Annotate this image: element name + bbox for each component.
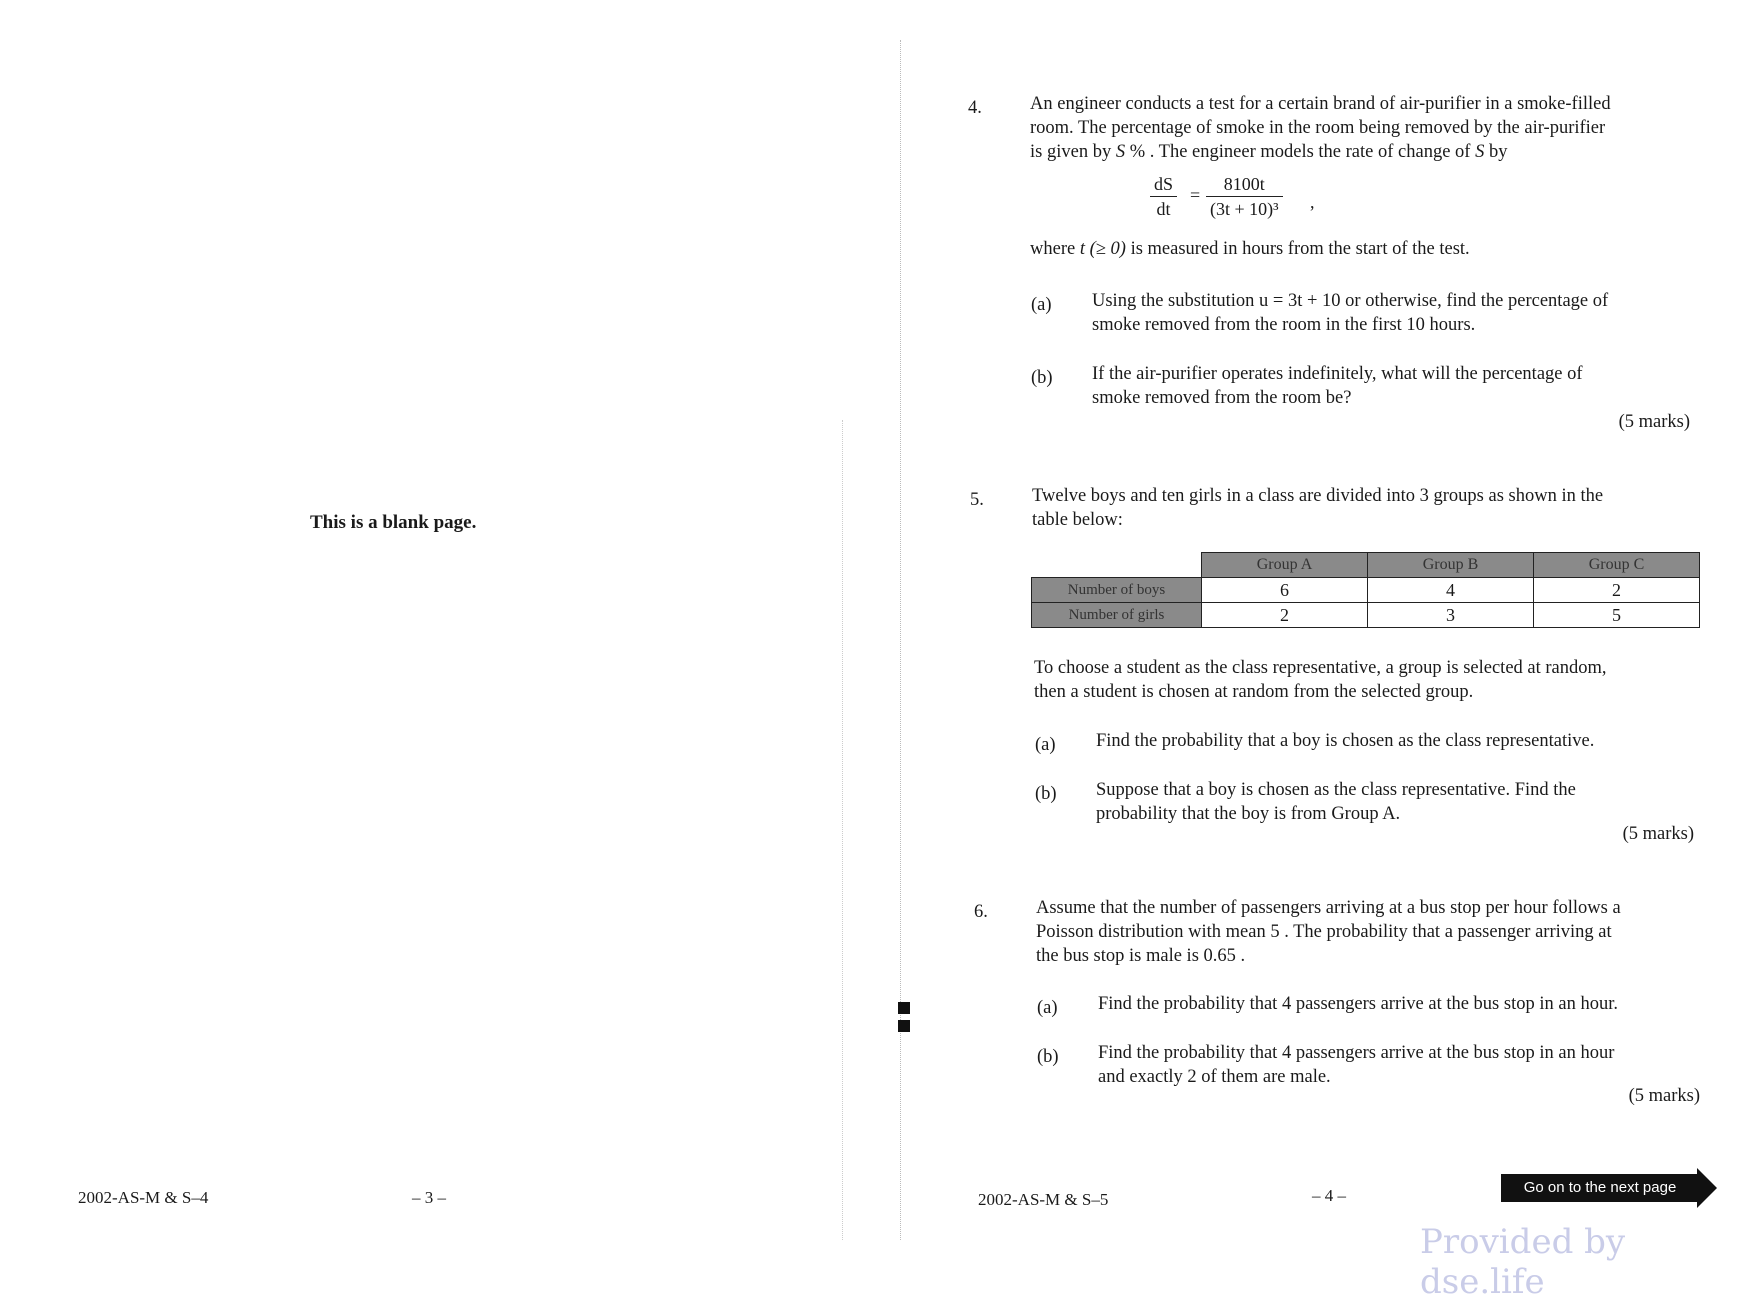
question-4-intro (1030, 92, 1620, 164)
q4-part-a-text: Using the substitution u = 3t + 10 or otherwise, find the percentage of smoke removed from the room in the first 10 hours. (1092, 291, 1609, 335)
table-cell: 2 (1202, 603, 1368, 628)
q4-where-line: where t (≥ 0) is measured in hours from the start of the test. (1030, 239, 1470, 259)
table-row (1032, 603, 1700, 628)
question-6-intro: Assume that the number of passengers arriving at a bus stop per hour follows a Poisson distribution with mean 5 . The probability that a passenger arriving at the bus stop is male is 0.65 . (1036, 898, 1621, 966)
right-footer-code: 2002-AS-M & S–5 (978, 1190, 1109, 1209)
q4-intro-line-1: An engineer conducts a test for a certain brand of air-purifier in a smoke-filled (1030, 94, 1611, 114)
question-5-intro: Twelve boys and ten girls in a class are divided into 3 groups as shown in the table below: (1032, 486, 1604, 530)
arrow-right-icon (1697, 1168, 1717, 1208)
table-row-header: Number of boys (1032, 578, 1202, 603)
q4-marks: (5 marks) (1618, 412, 1690, 432)
q4-intro-line-3: is given by S % . The engineer models the rate of change of S by (1030, 142, 1508, 162)
blank-page-note: This is a blank page. (310, 512, 477, 533)
next-page-label: Go on to the next page (1501, 1174, 1699, 1202)
table-cell: 5 (1534, 603, 1700, 628)
watermark: Provided by dse.life (1420, 1222, 1626, 1302)
question-6-number: 6. (974, 902, 988, 922)
table-cell: 3 (1368, 603, 1534, 628)
left-page-number: – 3 – (412, 1188, 446, 1207)
table-header-cell: Group B (1368, 553, 1534, 578)
q5-part-a-text: Find the probability that a boy is chosen as the class representative. (1096, 731, 1595, 751)
page-gutter-line (900, 40, 901, 1240)
q5-part-b-label: (b) (1035, 784, 1057, 804)
left-footer-code: 2002-AS-M & S–4 (78, 1188, 209, 1207)
q4-part-a-label: (a) (1031, 295, 1052, 315)
question-4-number: 4. (968, 98, 982, 118)
table-cell: 4 (1368, 578, 1534, 603)
q4-intro-line-2: room. The percentage of smoke in the room being removed by the air-purifier (1030, 118, 1606, 138)
q4-part-b-text: If the air-purifier operates indefinitely, what will the percentage of smoke removed from the room be? (1092, 364, 1583, 408)
binding-mark (898, 1002, 910, 1014)
q4-eq-lhs: $\frac{dS}{dt}$ (1150, 172, 1177, 221)
groups-table (1031, 552, 1700, 628)
q6-part-a-text: Find the probability that 4 passengers arrive at the bus stop in an hour. (1098, 994, 1618, 1014)
fold-line (842, 420, 843, 1240)
q4-eq-equals: = (1190, 185, 1201, 205)
binding-mark (898, 1020, 910, 1032)
table-row (1032, 578, 1700, 603)
table-header-row (1032, 553, 1700, 578)
table-cell: 6 (1202, 578, 1368, 603)
q6-part-b-label: (b) (1037, 1047, 1059, 1067)
table-cell: 2 (1534, 578, 1700, 603)
table-header-cell: Group C (1534, 553, 1700, 578)
q4-eq-comma: , (1310, 192, 1315, 212)
table-corner (1032, 553, 1202, 578)
right-page-number: – 4 – (1312, 1186, 1346, 1205)
table-row-header: Number of girls (1032, 603, 1202, 628)
q5-selection-text: To choose a student as the class representative, a group is selected at random, then a student is chosen at random from the selected group. (1034, 658, 1607, 702)
q4-eq-rhs: $\frac{8100t}{\text{(3t + 10)³}}$ (1206, 172, 1283, 221)
q6-marks: (5 marks) (1628, 1086, 1700, 1106)
q6-part-a-label: (a) (1037, 998, 1058, 1018)
q5-part-b-text: Suppose that a boy is chosen as the class representative. Find the probability that the boy is from Group A. (1096, 780, 1576, 824)
q6-part-b-text: Find the probability that 4 passengers arrive at the bus stop in an hour and exactly 2 of them are male. (1098, 1043, 1615, 1087)
table-header-cell: Group A (1202, 553, 1368, 578)
question-5-number: 5. (970, 490, 984, 510)
q4-part-b-label: (b) (1031, 368, 1053, 388)
q5-marks: (5 marks) (1622, 824, 1694, 844)
q5-part-a-label: (a) (1035, 735, 1056, 755)
